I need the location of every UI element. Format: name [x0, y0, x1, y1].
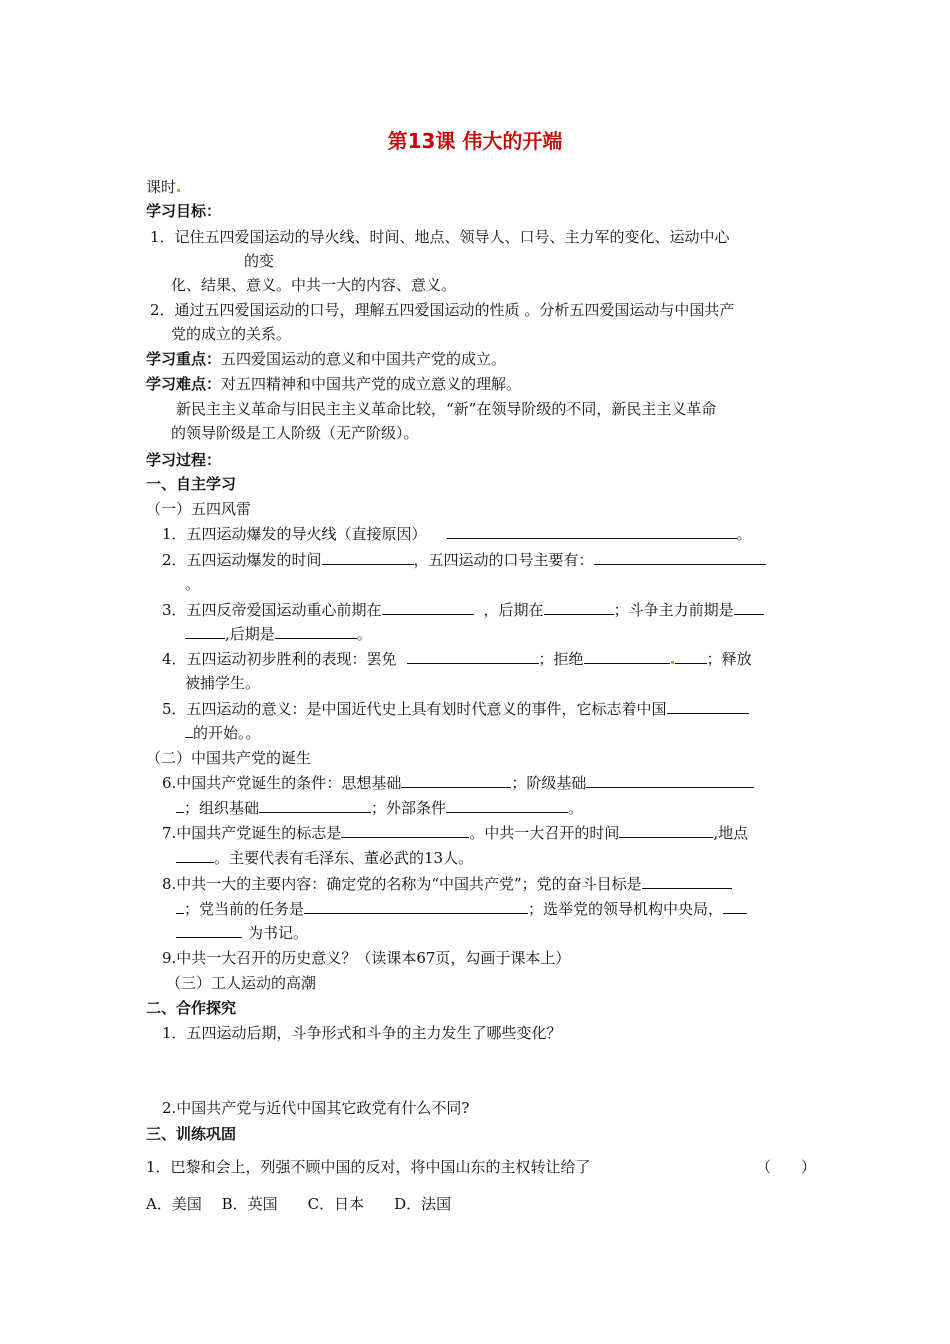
objective-1-line3: 化、结果、意义。中共一大的内容、意义。: [171, 276, 457, 294]
section-2-heading: 二、合作探究: [146, 999, 237, 1017]
answer-blank[interactable]: [407, 649, 539, 664]
objective-1-line1: 1．记住五四爱国运动的导火线、时间、地点、领导人、口号、主力军的变化、运动中心: [150, 228, 730, 246]
focus-text: 五四爱国运动的意义和中国共产党的成立。: [221, 350, 507, 368]
question-7-mid: 。中共一大召开的时间: [469, 824, 620, 842]
answer-blank[interactable]: [322, 550, 414, 565]
answer-parentheses[interactable]: （ ）: [756, 1158, 817, 1176]
question-3-line2-mid: ,后期是: [225, 625, 275, 643]
question-5-line2: [185, 722, 261, 744]
subsection-3-heading: （三）工人运动的高潮: [166, 974, 317, 992]
question-6-text: 6.中国共产党诞生的条件：思想基础: [162, 774, 402, 792]
question-2-text: 2．五四运动爆发的时间: [162, 551, 322, 569]
question-5-end: 的开始。。: [193, 724, 261, 742]
question-4-text: 4．五四运动初步胜利的表现：罢免: [162, 650, 397, 668]
question-3-end: 。: [356, 625, 372, 643]
process-label: 学习过程：: [146, 451, 222, 469]
answer-blank[interactable]: [675, 649, 707, 664]
difficulty-text: 对五四精神和中国共产党的成立意义的理解。: [221, 375, 522, 393]
question-1-text: 1．五四运动爆发的导火线（直接原因）: [162, 525, 427, 543]
explore-question-2: 2.中国共产党与近代中国其它政党有什么不同?: [162, 1099, 470, 1117]
question-8: [162, 873, 732, 895]
question-8-task: ；党当前的任务是: [184, 900, 305, 918]
question-4-mid: ；拒绝: [538, 650, 584, 668]
question-7-line2: [176, 847, 473, 869]
question-7-reps: 。主要代表有毛泽东、董必武的13人。: [214, 849, 474, 867]
answer-blank[interactable]: [176, 923, 242, 938]
page-title: 第13课 伟大的开端: [387, 129, 563, 153]
question-9: 9.中共一大召开的历史意义？（读课本67页，勾画于课本上）: [162, 949, 571, 967]
answer-blank[interactable]: [544, 600, 614, 615]
difficulty-line: [146, 373, 521, 395]
question-8-secretary: 为书记。: [248, 924, 309, 942]
question-7-end: ,地点: [713, 824, 749, 842]
question-2: [162, 549, 766, 571]
question-3-line2: [185, 623, 372, 645]
focus-line: [146, 348, 506, 370]
difficulty-note-line1: 新民主主义革命与旧民主主义革命比较，“新”在领导阶级的不同，新民主主义革命: [176, 400, 717, 418]
answer-blank[interactable]: [734, 600, 764, 615]
answer-blank[interactable]: [667, 699, 749, 714]
answer-blank[interactable]: [304, 899, 528, 914]
question-6-ext: ；外部条件: [371, 799, 447, 817]
question-3-text: 3．五四反帝爱国运动重心前期在: [162, 601, 382, 619]
question-7: [162, 822, 748, 844]
answer-blank[interactable]: [446, 798, 568, 813]
question-1-end: 。: [736, 525, 752, 543]
question-3-mid1: ，后期在: [483, 601, 544, 619]
answer-blank[interactable]: [275, 624, 357, 639]
answer-blank[interactable]: [723, 899, 747, 914]
subsection-1-heading: （一）五四风雷: [146, 500, 252, 518]
question-8-bureau: ；选举党的领导机构中央局，: [528, 900, 724, 918]
keshi-line: [146, 176, 181, 198]
question-6-line2: [176, 797, 583, 819]
question-3: [162, 599, 764, 621]
objective-1-line2: 的变: [244, 252, 275, 270]
question-8-text: 8.中共一大的主要内容：确定党的名称为“中国共产党”；党的奋斗目标是: [162, 875, 642, 893]
question-2-end: 。: [185, 575, 201, 593]
objectives-label: 学习目标：: [146, 202, 222, 220]
question-5-text: 5．五四运动的意义：是中国近代史上具有划时代意义的事件，它标志着中国: [162, 700, 667, 718]
answer-blank[interactable]: [341, 823, 469, 838]
training-question-1: 1．巴黎和会上，列强不顾中国的反对，将中国山东的主权转让给了: [146, 1158, 591, 1176]
question-7-text: 7.中国共产党诞生的标志是: [162, 824, 342, 842]
question-8-line3: [176, 922, 308, 944]
objective-2-line2: 党的成立的关系。: [171, 325, 292, 343]
question-4-line2: 被捕学生。: [185, 674, 261, 692]
question-3-mid2: ；斗争主力前期是: [613, 601, 734, 619]
keshi-label: 课时: [146, 178, 177, 196]
focus-label: 学习重点：: [146, 350, 222, 368]
section-3-heading: 三、训练巩固: [146, 1125, 237, 1143]
question-6: [162, 772, 754, 794]
question-2-mid: ，五四运动的口号主要有：: [413, 551, 594, 569]
answer-blank[interactable]: [185, 723, 193, 738]
question-6-mid: ；阶级基础: [511, 774, 587, 792]
answer-blank[interactable]: [447, 524, 737, 539]
subsection-2-heading: （二）中国共产党的诞生: [146, 749, 312, 767]
question-4-end: ；释放: [706, 650, 752, 668]
marker-dot: [671, 661, 674, 664]
question-1: [162, 523, 752, 545]
question-6-end: 。: [568, 799, 584, 817]
question-5: [162, 698, 749, 720]
difficulty-label: 学习难点：: [146, 375, 222, 393]
explore-question-1: 1．五四运动后期，斗争形式和斗争的主力发生了哪些变化？: [162, 1024, 562, 1042]
marker-dot: [177, 189, 180, 192]
answer-blank[interactable]: [584, 649, 670, 664]
answer-blank[interactable]: [619, 823, 713, 838]
section-1-heading: 一、自主学习: [146, 475, 237, 493]
objective-2-line1: 2．通过五四爱国运动的口号，理解五四爱国运动的性质 。分析五四爱国运动与中国共产: [150, 301, 735, 319]
answer-blank[interactable]: [176, 798, 184, 813]
question-8-line2: [176, 898, 747, 920]
answer-blank[interactable]: [594, 550, 766, 565]
answer-blank[interactable]: [401, 773, 511, 788]
answer-blank[interactable]: [586, 773, 754, 788]
answer-blank[interactable]: [185, 624, 225, 639]
difficulty-note-line2: 的领导阶级是工人阶级（无产阶级）。: [171, 424, 419, 442]
answer-blank[interactable]: [382, 600, 474, 615]
training-question-1-options: A．美国 B．英国 C．日本 D．法国: [146, 1195, 452, 1213]
answer-blank[interactable]: [176, 899, 184, 914]
question-6-org: ；组织基础: [184, 799, 260, 817]
answer-blank[interactable]: [176, 848, 214, 863]
answer-blank[interactable]: [259, 798, 371, 813]
question-4: [162, 648, 752, 670]
answer-blank[interactable]: [642, 874, 732, 889]
